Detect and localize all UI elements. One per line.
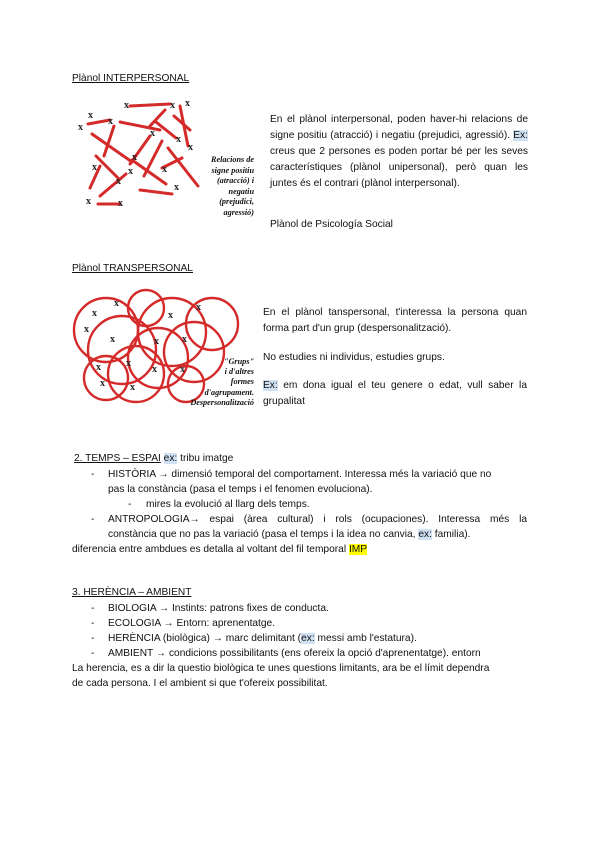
ex-highlight: Ex: [513, 130, 528, 141]
caption-line: i d'altres [224, 367, 254, 377]
bullet-dash: - [91, 514, 95, 525]
transpersonal-paragraph-1: En el plànol tanspersonal, t'interessa la persona quan forma part d'un grup (despersonalització). [263, 307, 527, 334]
historia-line-2: pas la constància (pasa el temps i el fenomen evoluciona). [108, 484, 373, 495]
node-x: x [188, 142, 193, 153]
member-x: x [154, 336, 159, 347]
member-x: x [84, 324, 89, 335]
node-x: x [162, 164, 167, 175]
member-x: x [100, 378, 105, 389]
node-x: x [176, 134, 181, 145]
heading-herencia-ambient: 3. HERÈNCIA – AMBIENT [72, 587, 192, 598]
member-x: x [130, 382, 135, 393]
ex-highlight: ex: [163, 453, 178, 464]
historia-line-1: HISTÒRIA → dimensió temporal del comportament. Interessa més la variació que no [108, 469, 492, 480]
transpersonal-paragraph-2: No estudies ni individus, estudies grups. [263, 352, 445, 363]
herencia-paragraph-line-2: de cada persona. I el ambient si que t'ofereix possibilitat. [72, 678, 328, 689]
member-x: x [180, 364, 185, 375]
node-x: x [128, 166, 133, 177]
member-x: x [182, 334, 187, 345]
bullet-dash: - [91, 618, 95, 629]
ecologia-item: ECOLOGIA → Entorn: aprenentatge. [108, 618, 276, 629]
member-x: x [92, 308, 97, 319]
node-x: x [170, 100, 175, 111]
caption-line: Relacions de [211, 155, 254, 164]
herencia-paragraph-line-1: La herencia, es a dir la questio biològica te unes questions limitants, ara be el límit dependra [72, 663, 490, 674]
member-x: x [152, 364, 157, 375]
node-x: x [132, 152, 137, 163]
antropologia-line-2: constància que no pas la variació (pasa el temps i la idea no canvia, ex: familia). [108, 529, 471, 540]
ambient-item: AMBIENT → condicions possibilitants (ens ofereix la opció d'aprenentatge). entorn [108, 648, 481, 659]
sub-bullet-dash: - [128, 499, 132, 510]
node-x: x [185, 98, 190, 109]
caption-line: Despersonalització [190, 397, 254, 407]
caption-line: d'agrupament. [204, 387, 254, 397]
interpersonal-paragraph: En el plànol interpersonal, poden haver-hi relacions de signe positiu (atracció) i negatiu (prejudici, agressió). Ex: creus que 2 persones es poden portar bé per les seves característiques (plànol unipersonal), però quan les juntes és el contrari (plànol interpersonal). [270, 114, 528, 189]
biologia-item: BIOLOGIA → Instints: patrons fixes de conducta. [108, 603, 329, 614]
member-x: x [96, 362, 101, 373]
ex-highlight: ex: [301, 633, 315, 644]
imp-highlight: IMP [348, 544, 368, 555]
bullet-dash: - [91, 469, 95, 480]
node-x: x [116, 176, 121, 187]
node-x: x [118, 198, 123, 209]
member-x: x [168, 310, 173, 321]
ex-highlight: ex: [418, 529, 432, 540]
heading-temps-espai: 2. TEMPS – ESPAI ex: tribu imatge [74, 453, 234, 464]
antropologia-line-1: ANTROPOLOGIA→ espai (àrea cultural) i rols (ocupaciones). Interessa més la [108, 514, 527, 525]
caption-line: (atracció) i [216, 176, 254, 186]
heading-interpersonal: Plànol INTERPERSONAL [72, 73, 190, 84]
caption-line: "Grups" [223, 357, 254, 366]
node-x: x [88, 110, 93, 121]
caption-line: (prejudici, [219, 197, 254, 207]
transpersonal-paragraph-3: Ex: em dona igual el teu genere o edat, vull saber la grupalitat [263, 380, 527, 407]
interpersonal-diagram-caption [190, 155, 254, 219]
member-x: x [114, 298, 119, 309]
node-x: x [92, 162, 97, 173]
caption-line: formes [230, 377, 254, 387]
node-x: x [150, 128, 155, 139]
heading-transpersonal: Plànol TRANSPERSONAL [72, 263, 193, 274]
node-x: x [86, 196, 91, 207]
ex-highlight: Ex: [263, 380, 278, 391]
caption-line: agressió) [223, 207, 254, 217]
node-x: x [124, 100, 129, 111]
temps-note: diferencia entre ambdues es detalla al voltant del fil temporal IMP [72, 544, 368, 555]
caption-line: signe positiu [211, 165, 254, 175]
member-x: x [110, 334, 115, 345]
caption-line: negatiu [228, 186, 254, 196]
bullet-dash: - [91, 648, 95, 659]
historia-subnote: mires la evolució al llarg dels temps. [146, 499, 310, 510]
member-x: x [126, 358, 131, 369]
transpersonal-diagram-caption [168, 357, 254, 408]
member-x: x [196, 302, 201, 313]
bullet-dash: - [91, 603, 95, 614]
node-x: x [174, 182, 179, 193]
bullet-dash: - [91, 633, 95, 644]
interpersonal-note: Plànol de Psicología Social [270, 219, 393, 230]
herencia-item: HERÈNCIA (biològica) → marc delimitant (ex: messi amb l'estatura). [108, 633, 417, 644]
node-x: x [108, 116, 113, 127]
node-x: x [78, 122, 83, 133]
